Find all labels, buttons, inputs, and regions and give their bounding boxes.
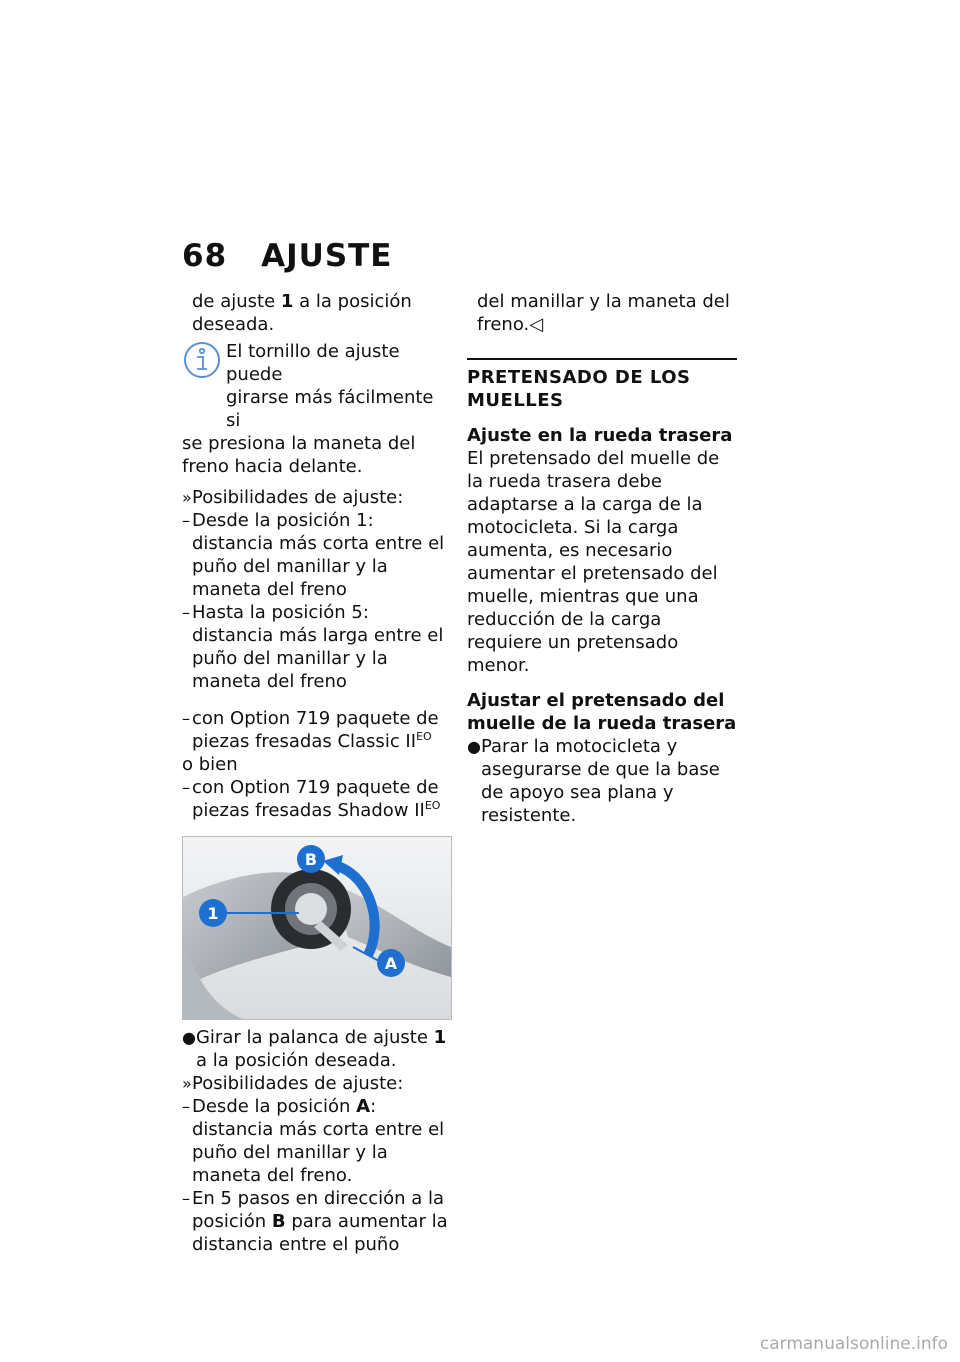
option-2: – Hasta la posición 5: distancia más larga entre el puño del manillar y la maneta del freno — [182, 602, 444, 692]
eo-superscript: EO — [424, 799, 441, 812]
note-line-1: El tornillo de ajuste puede — [226, 341, 400, 385]
brake-lever-figure — [182, 836, 452, 1020]
option-1: – Desde la posición 1: distancia más corta entre el puño del manillar y la maneta del freno — [182, 510, 445, 600]
note-line-2: girarse más fácilmente si — [226, 387, 434, 431]
right-column — [467, 290, 737, 827]
section-divider — [467, 358, 737, 360]
option-3: – Desde la posición A: distancia más corta entre el puño del manillar y la maneta del freno. — [182, 1096, 445, 1186]
end-mark-icon: ◁ — [529, 314, 544, 335]
dash-marker-icon: – — [182, 1189, 190, 1208]
bullet-icon: ● — [182, 1028, 196, 1047]
condition-1: – con Option 719 paquete de piezas fresadas Classic $II^{EO}$ — [182, 708, 439, 752]
continuation-text: del manillar y la maneta del freno.◁ — [477, 291, 730, 335]
bullet-icon: ● — [467, 737, 481, 756]
watermark: carmanualsonline.info — [759, 1334, 948, 1354]
result-arrow-icon: » — [182, 1074, 192, 1093]
info-icon — [182, 340, 226, 386]
dash-marker-icon: – — [182, 511, 190, 530]
dash-marker-icon: – — [182, 778, 190, 797]
left-column — [182, 290, 450, 1256]
dash-marker-icon: – — [182, 709, 190, 728]
possibilities-label: » Posibilidades de ajuste: — [182, 487, 404, 508]
subheading-adjust-preload: Ajustar el pretensado del muelle de la rueda trasera — [467, 690, 737, 734]
condition-2: – con Option 719 paquete de piezas fresadas Shadow $II^{EO}$ — [182, 777, 441, 821]
chapter-title: AJUSTE — [261, 238, 393, 274]
page-header — [182, 238, 393, 274]
or-text: o bien — [182, 754, 238, 775]
dash-marker-icon: – — [182, 1097, 190, 1116]
result-arrow-icon: » — [182, 488, 192, 507]
page-number: 68 — [182, 238, 228, 274]
callout-b: B — [304, 850, 318, 869]
dash-marker-icon: – — [182, 603, 190, 622]
callout-1: 1 — [207, 904, 219, 923]
section-title: PRETENSADO DE LOS MUELLES — [467, 367, 691, 411]
eo-superscript: EO — [416, 730, 432, 743]
bullet-instruction: ● Girar la palanca de ajuste 1 a la posición deseada. — [182, 1027, 447, 1071]
callout-a: A — [384, 954, 398, 973]
preload-paragraph: El pretensado del muelle de la rueda trasera debe adaptarse a la carga de la motocicleta. Si la carga aumenta, es necesario aumentar el pretensado del muelle, mientras que una reducción de la carga requiere un pretensado menor. — [467, 448, 720, 676]
intro-text: de ajuste 1 a la posición deseada. — [192, 291, 412, 335]
possibilities-label-2: » Posibilidades de ajuste: — [182, 1073, 404, 1094]
note-block — [182, 340, 450, 432]
note-continuation: se presiona la maneta del freno hacia delante. — [182, 433, 416, 477]
bullet-park-motorcycle: ● Parar la motocicleta y asegurarse de que la base de apoyo sea plana y resistente. — [467, 736, 720, 826]
brake-lever-illustration — [183, 837, 451, 1019]
subheading-rear-wheel: Ajuste en la rueda trasera — [467, 425, 733, 446]
option-4: – En 5 pasos en dirección a la posición B para aumentar la distancia entre el puño — [182, 1188, 448, 1255]
